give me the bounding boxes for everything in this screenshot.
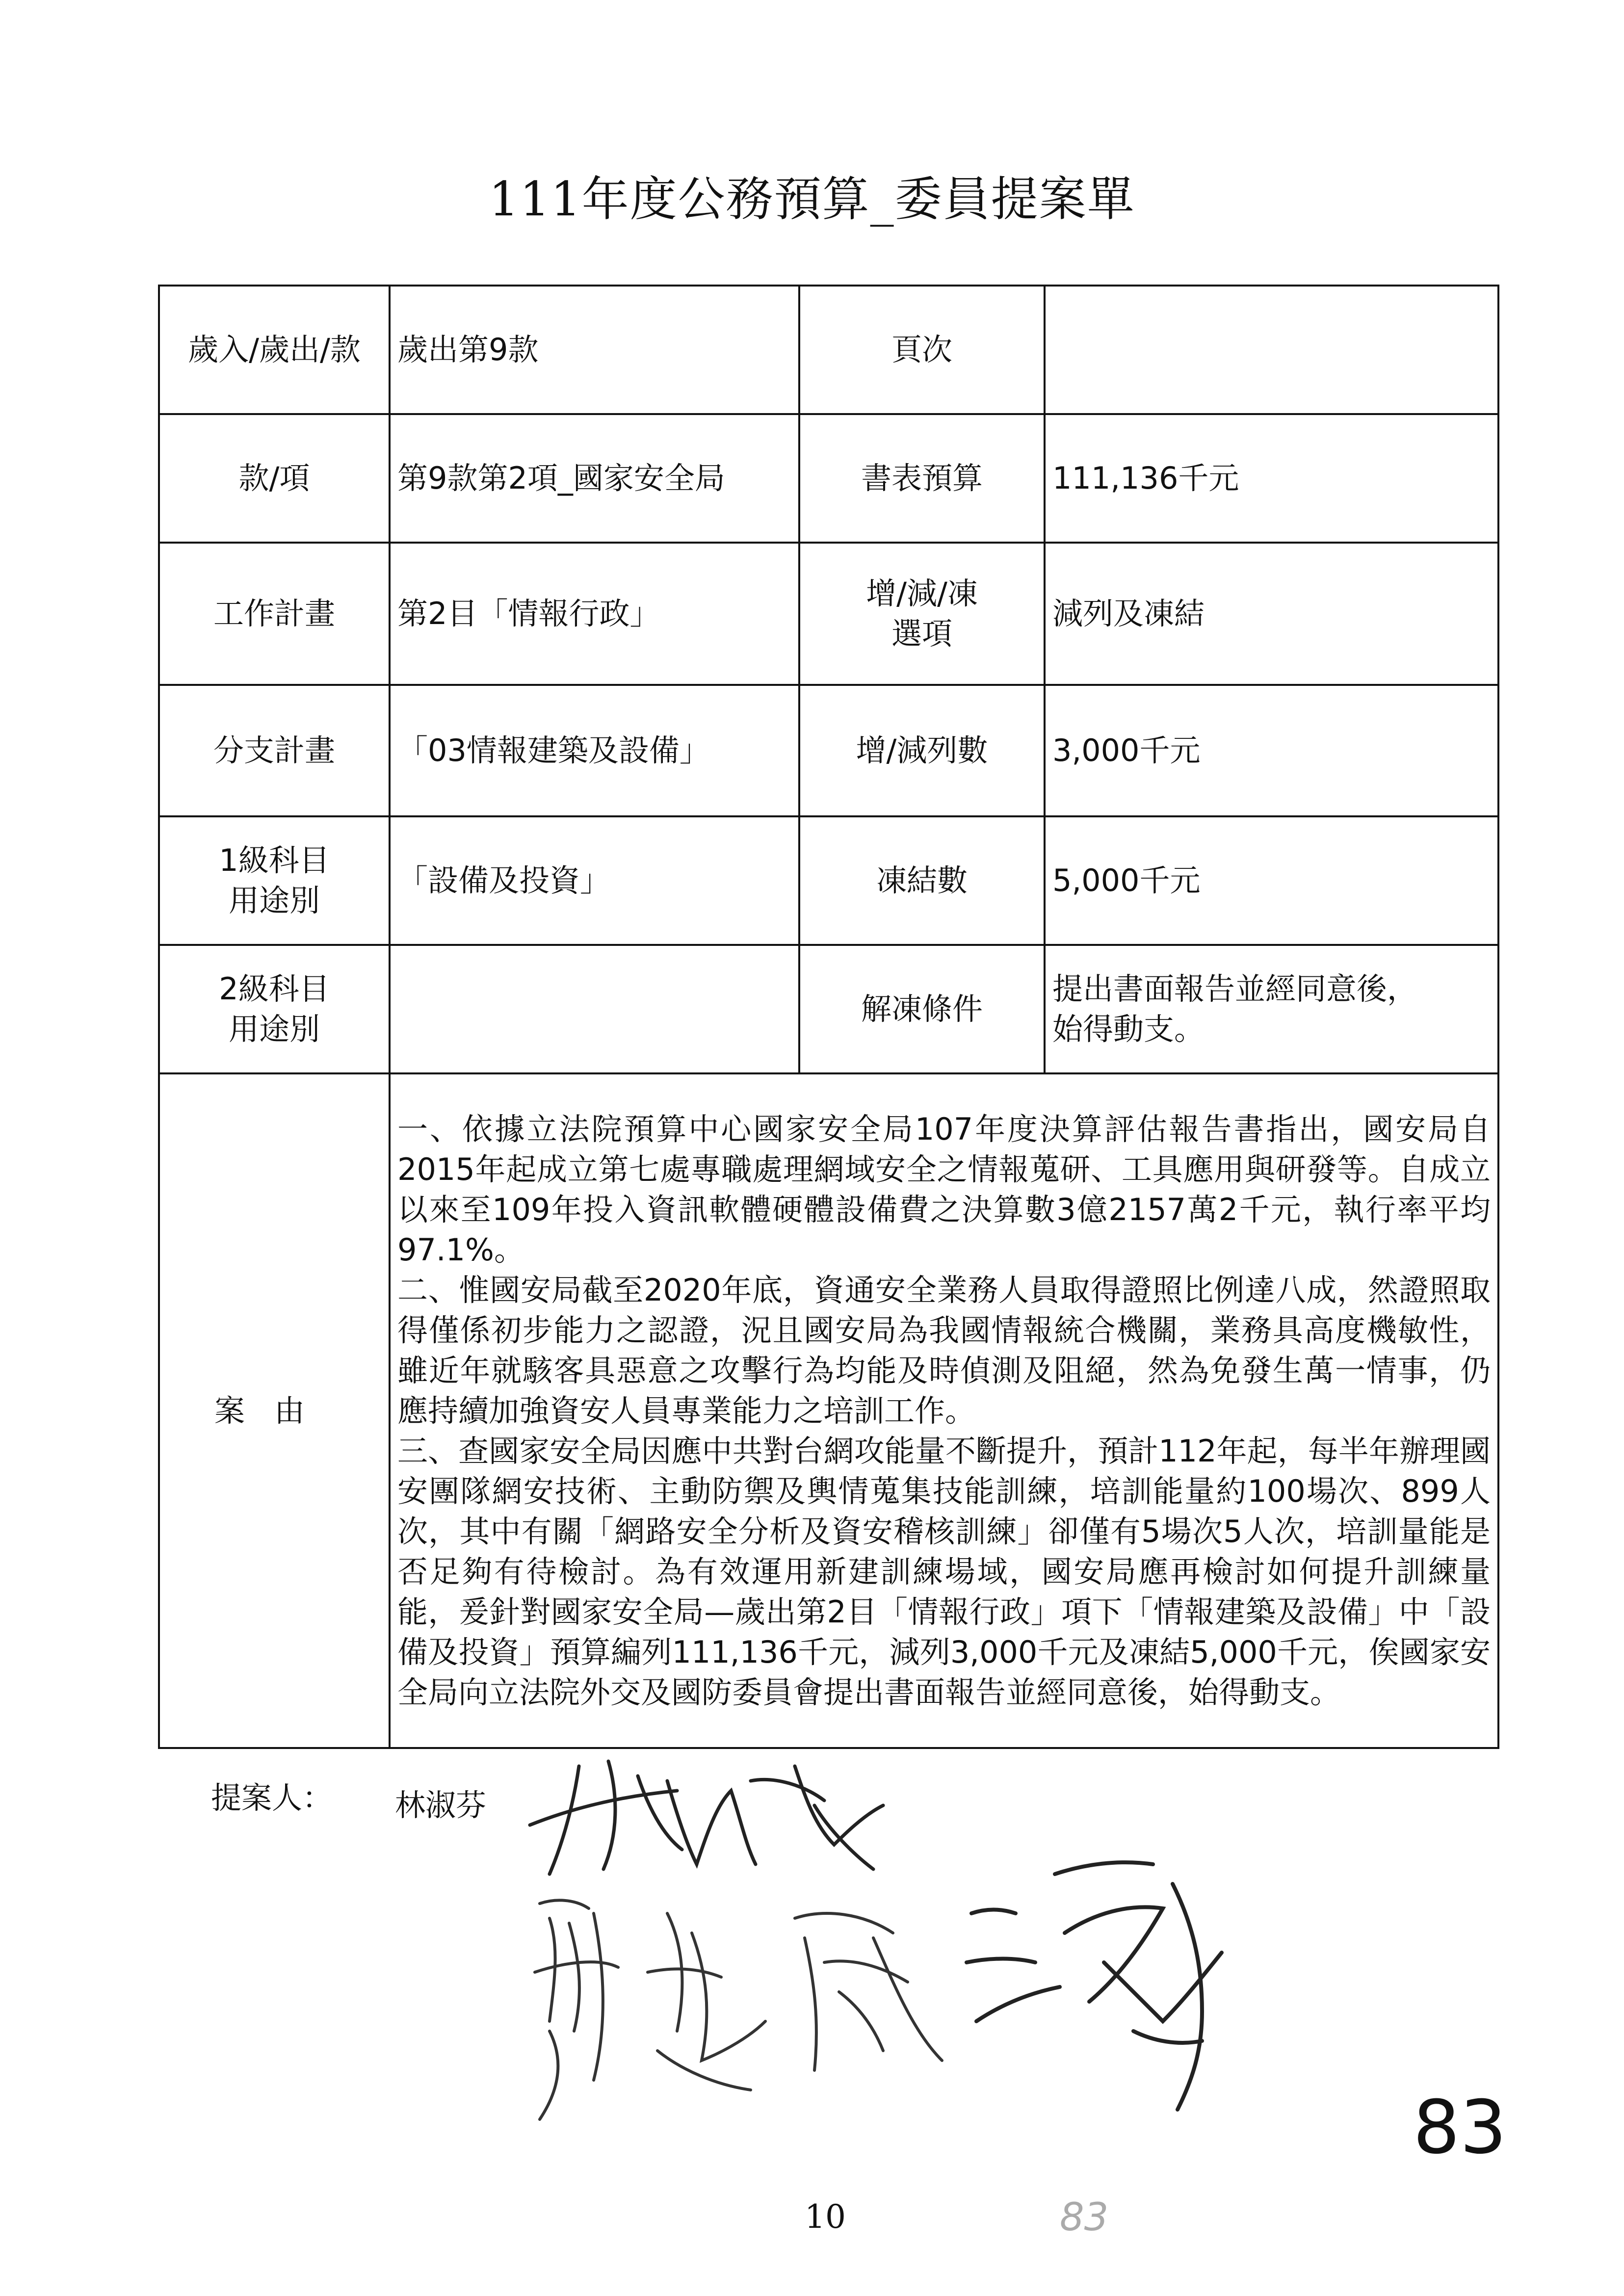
field-value: 第9款第2項_國家安全局 [390,414,799,543]
field-value: 提出書面報告並經同意後， 始得動支。 [1045,945,1498,1073]
signature-chiang-yung-chang [957,1815,1261,2119]
reason-paragraph: 二、惟國安局截至2020年底，資通安全業務人員取得證照比例達八成，然證照取得僅係初步能力之認證，況且國安局為我國情報統合機關，業務具高度機敏性，雖近年就駭客具惡意之攻擊行為均能及時偵測及阻絕，然為免發生萬一情事，仍應持續加強資安人員專業能力之培訓工作。 [397,1272,1491,1429]
proposer-label: 提案人： [211,1780,333,1816]
handwritten-page-number: 83 [1413,2085,1507,2170]
form-row [159,816,1498,945]
field-label: 分支計畫 [159,685,390,816]
reason-text [390,1073,1498,1748]
field-label: 解凍條件 [799,945,1045,1073]
page-number: 10 [805,2198,846,2236]
field-label: 2級科目 用途別 [159,945,390,1073]
field-value [1045,286,1498,414]
field-value [390,945,799,1073]
form-row [159,414,1498,543]
field-value: 「03情報建築及設備」 [390,685,799,816]
field-value: 歲出第9款 [390,286,799,414]
signature-lin-shu-fen [520,1747,903,1884]
pencil-page-number: 83 [1060,2195,1109,2240]
field-label: 歲入/歲出/款 [159,286,390,414]
signature-liu-chien-kuo [520,1874,962,2129]
reason-row [159,1073,1498,1748]
field-label: 款/項 [159,414,390,543]
field-value: 減列及凍結 [1045,543,1498,685]
field-label: 書表預算 [799,414,1045,543]
form-row [159,286,1498,414]
field-label: 增/減列數 [799,685,1045,816]
field-value: 「設備及投資」 [390,816,799,945]
field-label: 凍結數 [799,816,1045,945]
field-label: 頁次 [799,286,1045,414]
field-value: 111,136千元 [1045,414,1498,543]
form-row [159,685,1498,816]
page-title: 111年度公務預算_委員提案單 [489,172,1135,227]
reason-label: 案由 [159,1073,390,1748]
field-value: 5,000千元 [1045,816,1498,945]
field-label: 增/減/凍 選項 [799,543,1045,685]
form-row [159,543,1498,685]
reason-paragraph: 一、依據立法院預算中心國家安全局107年度決算評估報告書指出，國安局自2015年起成立第七處專職處理網域安全之情報蒐研、工具應用與研發等。自成立以來至109年投入資訊軟體硬體設備費之決算數3億2157萬2千元，執行率平均97.1%。 [397,1111,1491,1268]
field-value: 3,000千元 [1045,685,1498,816]
field-value: 第2目「情報行政」 [390,543,799,685]
form-row [159,945,1498,1073]
field-label: 工作計畫 [159,543,390,685]
field-label: 1級科目 用途別 [159,816,390,945]
proposal-form-table [158,285,1499,1749]
proposer-name: 林淑芬 [395,1787,487,1823]
reason-paragraph: 三、查國家安全局因應中共對台網攻能量不斷提升，預計112年起，每半年辦理國安團隊網安技術、主動防禦及輿情蒐集技能訓練，培訓能量約100場次、899人次，其中有關「網路安全分析及資安稽核訓練」卻僅有5場次5人次，培訓量能是否足夠有待檢討。為有效運用新建訓練場域，國安局應再檢討如何提升訓練量能，爰針對國家安全局—歲出第2目「情報行政」項下「情報建築及設備」中「設備及投資」預算編列111,136千元，減列3,000千元及凍結5,000千元，俟國家安全局向立法院外交及國防委員會提出書面報告並經同意後，始得動支。 [397,1433,1491,1710]
